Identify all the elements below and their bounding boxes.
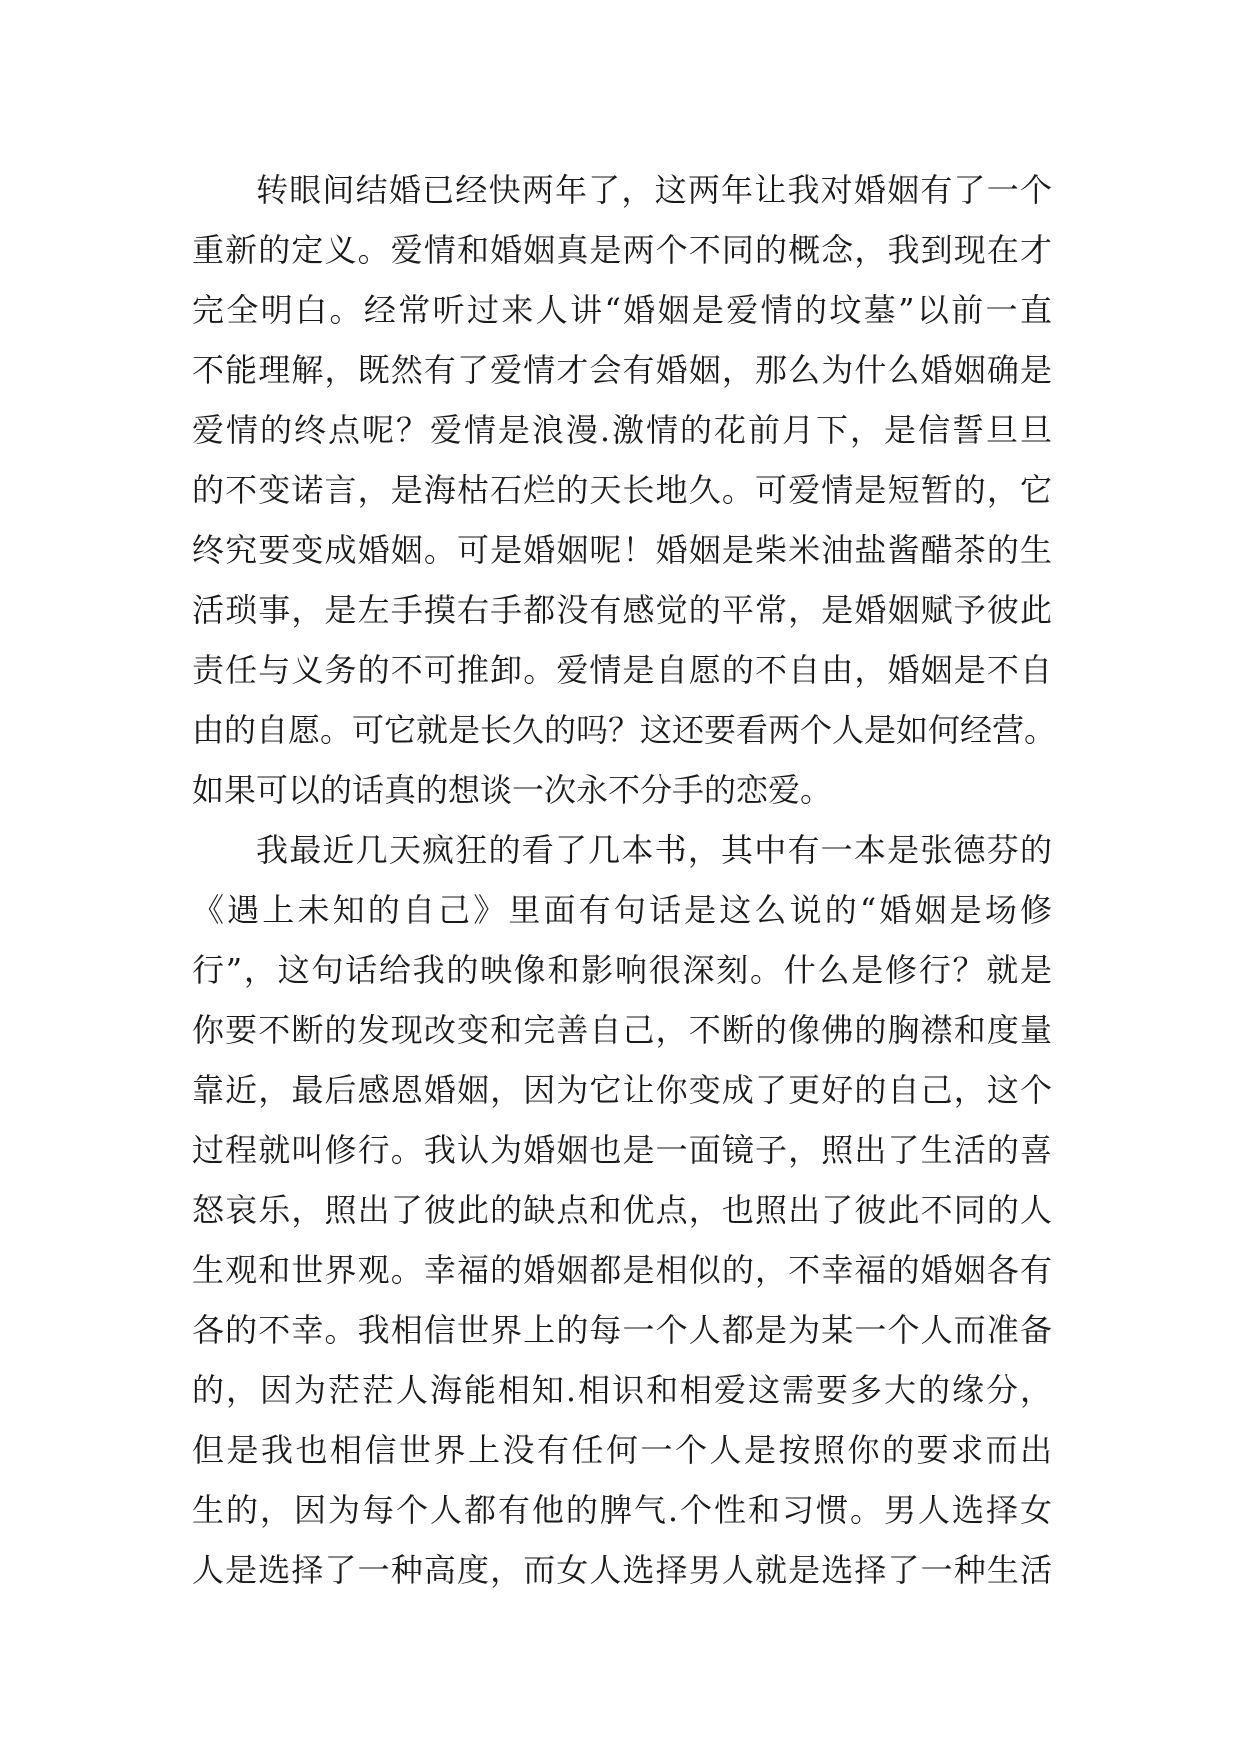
paragraph-line: 靠近，最后感恩婚姻，因为它让你变成了更好的自己，这个 [192, 1071, 1052, 1109]
paragraph-line: 终究要变成婚姻。可是婚姻呢！婚姻是柴米油盐酱醋茶的生 [192, 531, 1052, 569]
paragraph-line: 怒哀乐，照出了彼此的缺点和优点，也照出了彼此不同的人 [192, 1191, 1052, 1229]
paragraph-line: 如果可以的话真的想谈一次永不分手的恋爱。 [192, 771, 833, 809]
paragraph-line: 行”，这句话给我的映像和影响很深刻。什么是修行？就是 [192, 951, 1052, 989]
paragraph-line: 你要不断的发现改变和完善自己，不断的像佛的胸襟和度量 [192, 1011, 1052, 1049]
paragraph-line: 人是选择了一种高度，而女人选择男人就是选择了一种生活 [192, 1551, 1052, 1589]
paragraph-line: 转眼间结婚已经快两年了，这两年让我对婚姻有了一个 [256, 171, 1052, 209]
paragraph-line: 重新的定义。爱情和婚姻真是两个不同的概念，我到现在才 [192, 231, 1052, 269]
paragraph-line: 爱情的终点呢？爱情是浪漫.激情的花前月下，是信誓旦旦 [192, 411, 1052, 449]
document-body [192, 160, 1057, 1600]
paragraph-1 [192, 160, 1057, 820]
paragraph-line: 生观和世界观。幸福的婚姻都是相似的，不幸福的婚姻各有 [192, 1251, 1052, 1289]
paragraph-line: 《遇上未知的自己》里面有句话是这么说的“婚姻是场修 [192, 891, 1052, 929]
paragraph-line: 各的不幸。我相信世界上的每一个人都是为某一个人而准备 [192, 1311, 1052, 1349]
paragraph-line: 的不变诺言，是海枯石烂的天长地久。可爱情是短暂的，它 [192, 471, 1052, 509]
paragraph-line: 过程就叫修行。我认为婚姻也是一面镜子，照出了生活的喜 [192, 1131, 1052, 1169]
paragraph-line: 由的自愿。可它就是长久的吗？这还要看两个人是如何经营。 [192, 711, 1057, 749]
paragraph-2 [192, 820, 1052, 1600]
paragraph-line: 责任与义务的不可推卸。爱情是自愿的不自由，婚姻是不自 [192, 651, 1052, 689]
paragraph-line: 但是我也相信世界上没有任何一个人是按照你的要求而出 [192, 1431, 1052, 1469]
paragraph-line: 我最近几天疯狂的看了几本书，其中有一本是张德芬的 [256, 831, 1052, 869]
paragraph-line: 不能理解，既然有了爱情才会有婚姻，那么为什么婚姻确是 [192, 351, 1052, 389]
paragraph-line: 完全明白。经常听过来人讲“婚姻是爱情的坟墓”以前一直 [192, 291, 1052, 329]
paragraph-line: 活琐事，是左手摸右手都没有感觉的平常，是婚姻赋予彼此 [192, 591, 1052, 629]
paragraph-line: 的，因为茫茫人海能相知.相识和相爱这需要多大的缘分， [192, 1371, 1052, 1409]
paragraph-line: 生的，因为每个人都有他的脾气.个性和习惯。男人选择女 [192, 1491, 1052, 1529]
